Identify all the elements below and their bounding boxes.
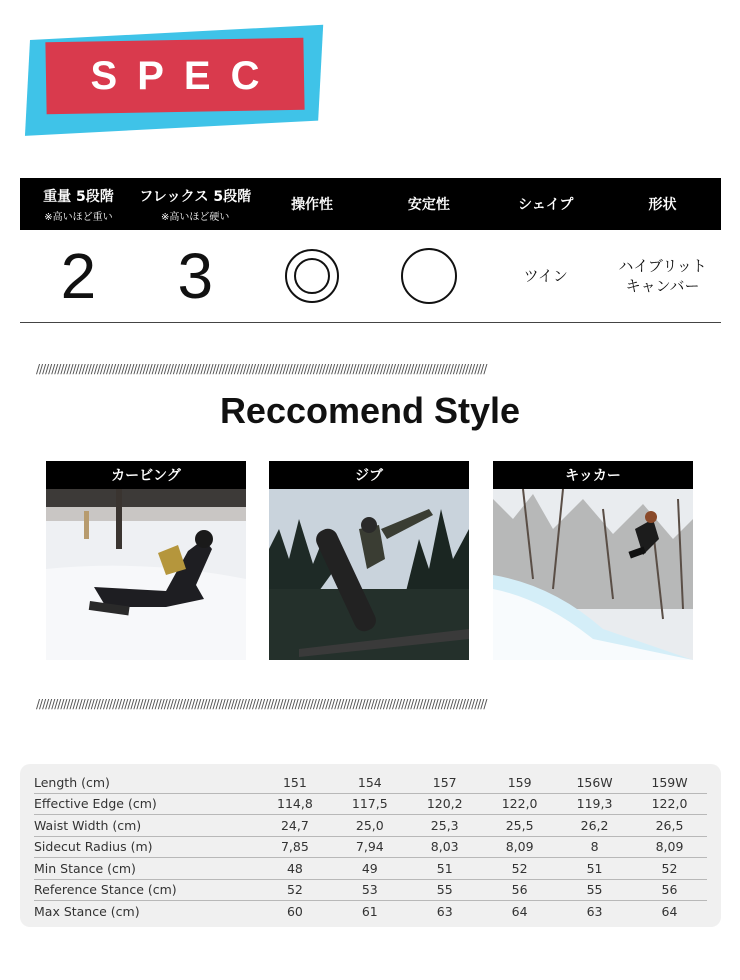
style-label: カービング	[46, 461, 246, 489]
table-cell: 61	[361, 903, 378, 919]
weight-value: 2	[60, 240, 97, 312]
table-cell: 26,2	[557, 815, 632, 837]
table-cell: 64	[661, 903, 678, 919]
spec-handling-cell	[254, 230, 371, 322]
table-cell: 56	[482, 879, 557, 901]
table-cell: 55	[407, 879, 482, 901]
header-label: 安定性	[407, 197, 450, 213]
table-cell: 63	[586, 903, 603, 919]
table-cell: 26,5	[632, 815, 707, 837]
table-cell: 64	[511, 903, 528, 919]
table-cell: 24,7	[257, 815, 332, 837]
spec-header-form	[604, 178, 721, 230]
table-cell: 122,0	[482, 793, 557, 815]
table-cell: 49	[332, 858, 407, 880]
spec-badge	[30, 22, 330, 132]
table-cell: 48	[257, 858, 332, 880]
form-value	[618, 256, 706, 297]
spec-header-shape	[487, 178, 604, 230]
style-card-kicker	[493, 461, 693, 660]
table-cell: 7,85	[257, 836, 332, 858]
table-cell: 159	[482, 772, 557, 793]
slash-divider-top: ////////////////////////////////////////////////////////////////////////////////////////////////////////////////////////////////////////////////////	[36, 362, 487, 376]
jib-photo-illustration	[269, 489, 469, 660]
row-label: Sidecut Radius (m)	[34, 836, 257, 858]
jib-photo	[269, 489, 469, 660]
table-cell: 25,3	[407, 815, 482, 837]
spec-header-row	[20, 178, 721, 230]
size-spec-table	[20, 764, 721, 927]
circle-icon	[401, 248, 457, 304]
table-row	[34, 858, 707, 880]
table-cell: 8,03	[407, 836, 482, 858]
table-cell: 8	[557, 836, 632, 858]
row-label: Max Stance (cm)	[34, 903, 140, 919]
table-cell: 52	[257, 879, 332, 901]
table-cell: 120,2	[407, 793, 482, 815]
carving-photo	[46, 489, 246, 660]
table-cell: 119,3	[557, 793, 632, 815]
spec-table	[20, 178, 721, 323]
spec-shape-cell	[487, 230, 604, 322]
table-cell: 154	[332, 772, 407, 793]
header-label: 操作性	[291, 197, 334, 213]
table-row	[34, 836, 707, 858]
header-label: フレックス 5段階	[139, 188, 252, 205]
form-line1: ハイブリット	[618, 256, 707, 275]
row-label: Effective Edge (cm)	[34, 793, 257, 815]
table-cell: 156W	[557, 772, 632, 793]
style-label: ジブ	[269, 461, 469, 489]
row-label: Reference Stance (cm)	[34, 879, 257, 901]
table-cell: 63	[436, 903, 453, 919]
slash-divider-bottom: ////////////////////////////////////////////////////////////////////////////////////////////////////////////////////////////////////////////////////	[36, 697, 487, 711]
table-cell: 8,09	[482, 836, 557, 858]
table-row	[34, 901, 707, 922]
style-card-jib	[269, 461, 469, 660]
table-cell: 53	[332, 879, 407, 901]
table-cell: 114,8	[257, 793, 332, 815]
table-cell: 52	[482, 858, 557, 880]
spec-flex-cell	[137, 230, 254, 322]
table-cell: 51	[557, 858, 632, 880]
table-cell: 8,09	[632, 836, 707, 858]
header-label: 重量 5段階	[43, 188, 114, 205]
header-label: 形状	[648, 197, 677, 213]
row-label: Length (cm)	[34, 772, 257, 793]
table-cell: 117,5	[332, 793, 407, 815]
style-label: キッカー	[493, 461, 693, 489]
table-cell: 52	[632, 858, 707, 880]
spec-header-weight	[20, 178, 137, 230]
badge-text: SPEC	[90, 53, 280, 98]
spec-header-stability	[370, 178, 487, 230]
row-label: Waist Width (cm)	[34, 815, 257, 837]
recommend-title: Reccomend Style	[219, 390, 521, 431]
table-cell: 122,0	[632, 793, 707, 815]
spec-header-flex	[137, 178, 254, 230]
table-row	[34, 815, 707, 837]
spec-header-handling	[254, 178, 371, 230]
shape-value: ツイン	[523, 266, 568, 285]
style-card-carving	[46, 461, 246, 660]
spec-value-row	[20, 230, 721, 323]
table-cell: 25,5	[482, 815, 557, 837]
double-circle-icon	[285, 249, 339, 303]
row-label: Min Stance (cm)	[34, 858, 257, 880]
table-cell: 157	[407, 772, 482, 793]
header-note: ※高いほど硬い	[161, 211, 230, 223]
table-row	[34, 772, 707, 793]
form-line2: キャンバー	[625, 277, 700, 295]
table-cell: 51	[407, 858, 482, 880]
kicker-photo	[493, 489, 693, 660]
spec-form-cell	[604, 230, 721, 322]
table-cell: 25,0	[332, 815, 407, 837]
table-row	[34, 793, 707, 815]
table-cell: 55	[557, 879, 632, 901]
kicker-photo-illustration	[493, 489, 693, 660]
table-cell: 159W	[632, 772, 707, 793]
spec-weight-cell	[20, 230, 137, 322]
spec-stability-cell	[370, 230, 487, 322]
carving-photo-illustration	[46, 489, 246, 660]
table-row	[34, 879, 707, 901]
table-cell: 60	[286, 903, 303, 919]
table-cell: 151	[257, 772, 332, 793]
flex-value: 3	[177, 240, 214, 312]
table-cell: 56	[632, 879, 707, 901]
header-label: シェイプ	[518, 197, 574, 213]
table-cell: 7,94	[332, 836, 407, 858]
header-note: ※高いほど重い	[44, 211, 113, 223]
